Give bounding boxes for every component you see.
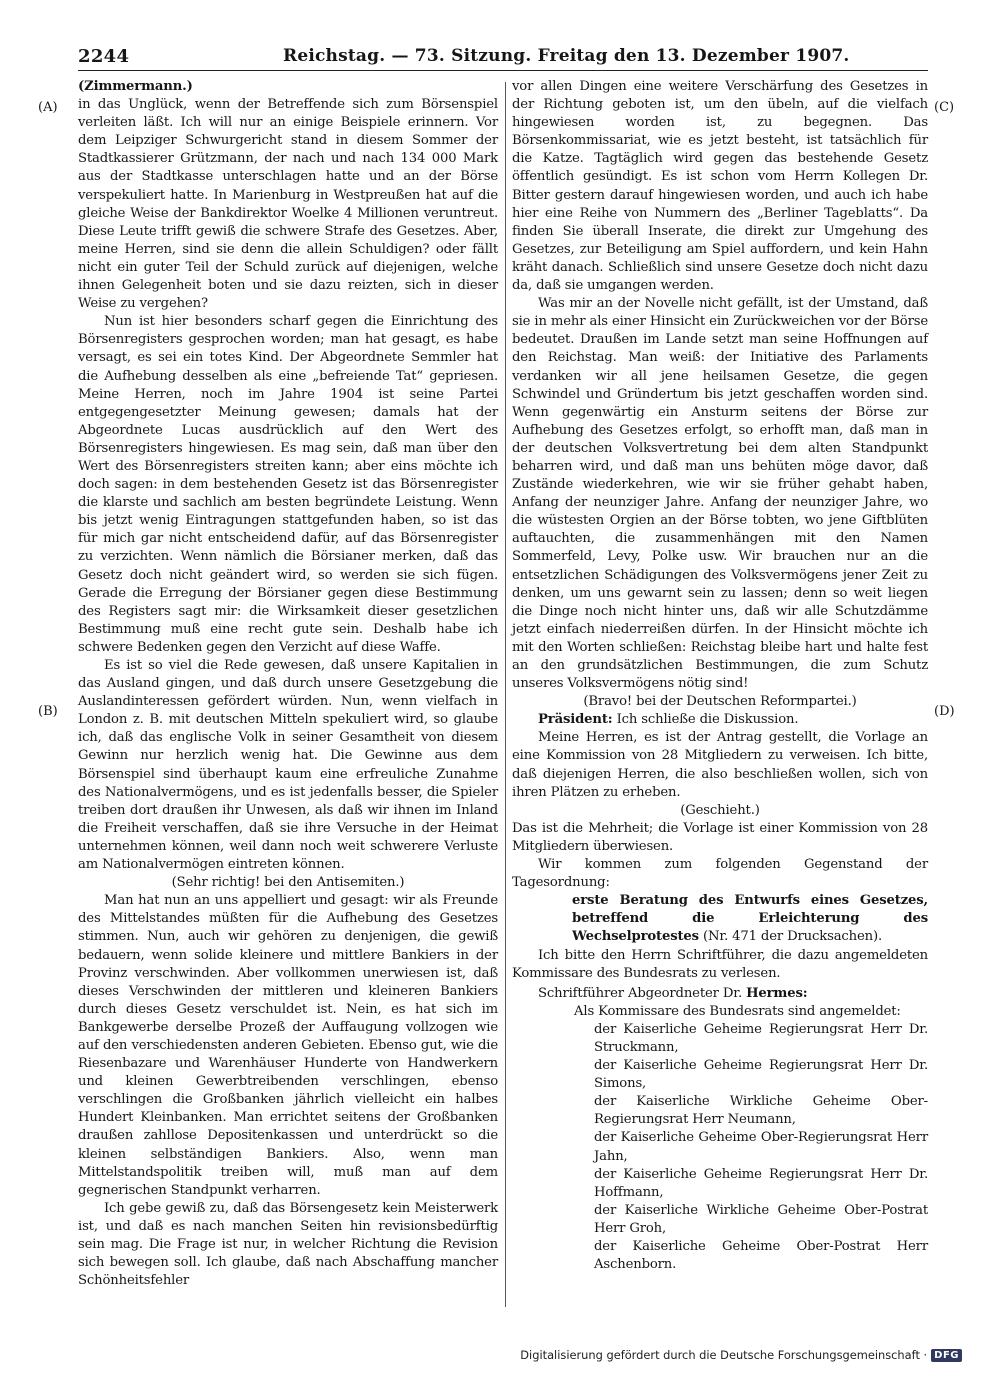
interjection: (Geschieht.) bbox=[680, 802, 760, 818]
right-column bbox=[512, 78, 928, 1274]
paragraph: Meine Herren, es ist der Antrag gestellt, die Vorlage an eine Kommission von 28 Mitgliedern zu verweisen. Ich bitte, daß diejenigen Herren, die also beschließen wollen, sich von ihren Plätzen zu erheben. bbox=[512, 730, 928, 800]
commissioner-item: der Kaiserliche Geheime Ober-Postrat Herr Aschenborn. bbox=[594, 1239, 928, 1273]
left-column bbox=[78, 78, 498, 1290]
page-header bbox=[78, 40, 928, 71]
paragraph: Man hat nun an uns appelliert und gesagt: wir als Freunde des Mittelstandes müßten für die Aufhebung des Gesetzes stimmen. Nun, auch wir gehören zu denjenigen, die gewiß bedauern, wenn solide kleinere und mittlere Bankiers in der Provinz verschwinden. Aber vollkommen unerwiesen ist, daß dieses Verschwinden der mittleren und kleineren Bankiers durch dieses Gesetz verschuldet ist. Nein, es hat sich im Bankgewerbe derselbe Prozeß der Auffaugung vollzogen wie auf den verschiedensten anderen Gebieten. Ebenso gut, wie die Riesenbazare und Warenhäuser Hunderte von Handwerkern und kleinen Gewerbtreibenden verschlingen, ebenso verschlingen die Großbanken jährlich vielleicht ein halbes Hundert Kleinbanken. Man errichtet seitens der Großbanken draußen zahllose Depositenkassen und unterdrückt so die kleinen selbständigen Bankiers. Also, wenn man Mittelstandspolitik treiben will, muß man auf dem gegnerischen Standpunkt verharren. bbox=[78, 893, 498, 1198]
footer bbox=[520, 1348, 962, 1362]
commissioner-item: der Kaiserliche Geheime Regierungsrat Herr Dr. Simons, bbox=[594, 1058, 928, 1092]
paragraph: Es ist so viel die Rede gewesen, daß unsere Kapitalien in das Ausland gingen, und daß durch unsere Gesetzgebung die Auslandinteressen gefördert würden. Nun, wenn vielfach in London z. B. mit deutschen Mitteln spekuliert wird, so glaube ich, daß das englische Volk in seiner Gesamtheit von diesem Gewinn nur herzlich wenig hat. Die Gewinne aus dem Börsenspiel sind überhaupt kaum eine erfreuliche Zunahme des Nationalvermögens, und es ist jedenfalls besser, die Spieler treiben dort draußen ihr Unwesen, als daß wir ihnen im Inland die Freiheit verschaffen, daß sie ihre Versuche in der Heimat unternehmen können, weil dann noch weit schwerere Verluste am Nationalvermögen eintreten können. bbox=[78, 658, 498, 873]
speaker-name: (Zimmermann.) bbox=[78, 79, 193, 94]
agenda-title: erste Beratung des Entwurfs eines Gesetzes, betreffend die Erleichterung des Wechselprotestes bbox=[572, 893, 928, 945]
page-number: 2244 bbox=[78, 46, 130, 67]
interjection: (Sehr richtig! bei den Antisemiten.) bbox=[171, 875, 405, 891]
secretary-line bbox=[512, 985, 928, 1003]
paragraph: Nun ist hier besonders scharf gegen die Einrichtung des Börsenregisters gesprochen worden; man hat gesagt, es habe versagt, es sei ein totes Kind. Der Abgeordnete Semmler hat die Aufhebung desselben als eine „befreiende Tat“ gepriesen. Meine Herren, noch im Jahre 1904 ist seine Partei entgegengesetzter Meinung gewesen; damals hat der Abgeordnete Lucas ausdrücklich auf den Wert des Börsenregisters hingewiesen. Es mag sein, daß man über den Wert des Börsenregisters streiten kann; aber eins möchte ich doch sagen: in dem bestehenden Gesetz ist das Börsenregister die klarste und sachlich am besten begründete Leistung. Wenn bis jetzt wenig Eintragungen stattgefunden haben, so ist das für mich gar nicht entscheidend dafür, auf das Börsenregister zu verzichten. Wenn nämlich die Börsianer merken, daß das Gesetz doch nicht geändert wird, so werden sie sich fügen. Gerade die Erregung der Börsianer gegen diese Bestimmung des Registers sagt mir: die Wirksamkeit dieser gesetzlichen Bestimmung muß eine recht gute sein. Deshalb habe ich schwere Bedenken gegen den Verzicht auf diese Waffe. bbox=[78, 314, 498, 655]
paragraph: Was mir an der Novelle nicht gefällt, ist der Umstand, daß sie in mehr als einer Hinsicht ein Zurückweichen vor der Börse bedeutet. Draußen im Lande setzt man seine Hoffnungen auf den Reichstag. Man weiß: der Initiative des Parlaments verdanken wir all jene heilsamen Gesetze, die gegen Schwindel und Gründertum bis jetzt geschaffen worden sind. Wenn gegenwärtig ein Ansturm seitens der Börse zur Aufhebung des Gesetzes erfolgt, so erhofft man, daß man in der deutschen Volksvertretung bei dem alten Standpunkt beharren wird, und daß man uns behüten möge davor, daß Zustände wiederkehren, wie wir sie früher gehabt haben, Anfang der neunziger Jahre. Anfang der neunziger Jahre, wo die wüstesten Orgien an der Börse tobten, wo jene Giftblüten auftauchten, die zusammenhängen mit den Namen Sommerfeld, Levy, Polke usw. Wir brauchen nur an die entsetzlichen Schädigungen des Volksvermögens jener Zeit zu denken, um uns gewarnt sein zu lassen; denn so weit liegen die Dinge noch nicht hinter uns, daß wir alle Schutzdämme jetzt einfach niederreißen dürfen. In der Hinsicht möchte ich mit den Worten schließen: Reichstag bleibe hart und halte fest an den grundsätzlichen Bestimmungen, die zum Schutz unseres Volksvermögens nötig sind! bbox=[512, 296, 928, 692]
commissioner-list bbox=[512, 1021, 928, 1274]
paragraph: Wir kommen zum folgenden Gegenstand der Tagesordnung: bbox=[512, 857, 928, 891]
commissioner-item: der Kaiserliche Wirkliche Geheime Ober-Regierungsrat Herr Neumann, bbox=[594, 1094, 928, 1128]
paragraph: Ich bitte den Herrn Schriftführer, die dazu angemeldeten Kommissare des Bundesrats zu verlesen. bbox=[512, 947, 928, 981]
commissioner-item: der Kaiserliche Geheime Regierungsrat Herr Dr. Hoffmann, bbox=[594, 1166, 928, 1200]
secretary-prefix: Schriftführer Abgeordneter Dr. bbox=[538, 985, 743, 1001]
commissioners-intro: Als Kommissare des Bundesrats sind angemeldet: bbox=[574, 1003, 901, 1019]
column-divider bbox=[505, 82, 506, 1307]
president-label: Präsident: bbox=[538, 712, 613, 728]
paragraph: Ich gebe gewiß zu, daß das Börsengesetz kein Meisterwerk ist, und daß es nach manchen Seiten hin revisionsbedürftig sein mag. Die Frage ist nur, in welcher Richtung die Revision sich bewegen soll. Ich glaube, daß nach Abschaffung mancher Schönheitsfehler bbox=[78, 1200, 498, 1289]
paragraph: Das ist die Mehrheit; die Vorlage ist einer Kommission von 28 Mitgliedern überwiesen. bbox=[512, 820, 928, 854]
dfg-logo: DFG bbox=[931, 1349, 962, 1362]
interjection: (Bravo! bei der Deutschen Reformpartei.) bbox=[583, 694, 857, 710]
margin-mark-c: (C) bbox=[934, 100, 955, 115]
margin-mark-a: (A) bbox=[38, 100, 58, 115]
president-statement bbox=[512, 711, 928, 729]
agenda-item bbox=[512, 892, 928, 946]
running-head: Reichstag. — 73. Sitzung. Freitag den 13. Dezember 1907. bbox=[283, 46, 850, 66]
president-text: Ich schließe die Diskussion. bbox=[616, 712, 799, 728]
margin-mark-d: (D) bbox=[934, 704, 955, 719]
paragraph: vor allen Dingen eine weitere Verschärfung des Gesetzes in der Richtung geboten ist, um den übeln, auf die vielfach hingewiesen worden ist, zu begegnen. Das Börsenkommissariat, wie es jetzt besteht, ist tatsächlich für die Katze. Tagtäglich wird gegen das bestehende Gesetz öffentlich gesündigt. Es ist schon vom Herrn Kollegen Dr. Bitter gestern darauf hingewiesen worden, und auch ich habe hier eine Reihe von Nummern des „Berliner Tageblatts“. Da finden Sie überall Inserate, die direkt zur Umgehung des Gesetzes, zur Beteiligung am Spiel auffordern, und kein Hahn kräht danach. Schließlich sind unsere Gesetze doch nicht dazu da, daß sie umgangen werden. bbox=[512, 79, 928, 294]
commissioner-item: der Kaiserliche Geheime Ober-Regierungsrat Herr Jahn, bbox=[594, 1130, 928, 1164]
commissioner-item: der Kaiserliche Wirkliche Geheime Ober-Postrat Herr Groh, bbox=[594, 1202, 928, 1236]
agenda-ref: (Nr. 471 der Drucksachen). bbox=[703, 929, 883, 945]
paragraph: in das Unglück, wenn der Betreffende sich zum Börsenspiel verleiten läßt. Ich will nur an einige Beispiele erinnern. Vor dem Leipziger Schwurgericht stand in diesem Sommer der Stadtkassierer Grützmann, der nach und nach 134 000 Mark aus der Stadtkasse unterschlagen hatte und an der Börse verspekuliert hatte. In Marienburg in Westpreußen hat auf die gleiche Weise der Bankdirektor Woelke 4 Millionen veruntreut. Diese Leute trifft gewiß die schwere Strafe des Gesetzes. Aber, meine Herren, sind sie denn die allein Schuldigen? oder fällt nicht ein guter Teil der Schuld zurück auf diejenigen, welche ihnen Gelegenheit boten und sie dazu reizten, sich in dieser Weise zu vergehen? bbox=[78, 97, 498, 312]
secretary-name: Hermes: bbox=[746, 985, 808, 1001]
margin-mark-b: (B) bbox=[38, 704, 58, 719]
footer-text: Digitalisierung gefördert durch die Deutsche Forschungsgemeinschaft · bbox=[520, 1348, 928, 1362]
commissioner-item: der Kaiserliche Geheime Regierungsrat Herr Dr. Struckmann, bbox=[594, 1021, 928, 1055]
